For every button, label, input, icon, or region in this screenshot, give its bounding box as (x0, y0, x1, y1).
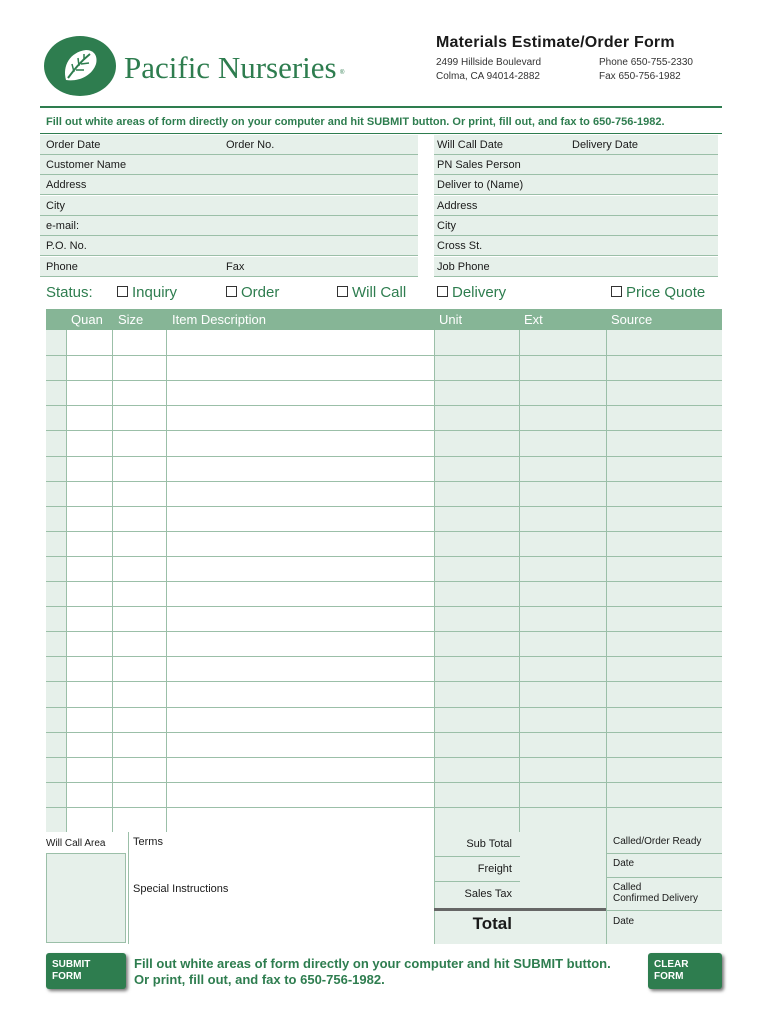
table-header (46, 309, 722, 330)
table-row-line (46, 757, 722, 758)
cross-st-field[interactable] (434, 236, 718, 256)
table-row-line (46, 681, 722, 682)
instructions-top: Fill out white areas of form directly on your computer and hit SUBMIT button. Or print, fill out, and fax to 650-756-1982. (46, 116, 665, 128)
table-row-line (46, 556, 722, 557)
customer-name-field[interactable] (40, 155, 418, 175)
total-label: Total (472, 914, 512, 933)
sub-total-label: Sub Total (466, 838, 512, 850)
table-row-line (46, 481, 722, 482)
city-field[interactable] (40, 196, 418, 216)
checkbox-icon[interactable] (337, 286, 348, 297)
status-order[interactable]: Order (226, 284, 279, 301)
divider (606, 877, 722, 878)
po-no-field[interactable] (40, 236, 418, 256)
column-header-size: Size (118, 312, 144, 327)
date-label: Date (613, 916, 635, 927)
table-row-line (46, 430, 722, 431)
delivery-address-label: Address (437, 200, 478, 212)
divider (434, 881, 520, 882)
table-row-line (46, 355, 722, 356)
will-call-date-label: Will Call Date (437, 139, 504, 151)
instructions-bottom: Fill out white areas of form directly on your computer and hit SUBMIT button. Or print, fill out, and fax to 650-756-1982. (134, 956, 611, 987)
divider (606, 853, 722, 854)
date-label: Date (613, 858, 635, 869)
email-label: e-mail: (46, 220, 80, 232)
form-title: Materials Estimate/Order Form (436, 34, 675, 51)
table-row-line (46, 405, 722, 406)
status-label: Status: (46, 284, 93, 301)
table-row-line (46, 807, 722, 808)
address-label: Address (46, 179, 87, 191)
address-field[interactable] (40, 175, 418, 195)
status-delivery[interactable]: Delivery (437, 284, 506, 301)
phone-number: Phone 650-755-2330 (599, 57, 693, 68)
table-row-line (46, 782, 722, 783)
table-row-line (46, 380, 722, 381)
sales-tax-label: Sales Tax (464, 888, 512, 900)
delivery-address-field[interactable] (434, 196, 718, 216)
will-call-area-label: Will Call Area (46, 838, 106, 849)
called-confirmed-delivery-label: Called Confirmed Delivery (613, 882, 699, 904)
phone-label: Phone (46, 261, 78, 273)
special-instructions-label: Special Instructions (133, 883, 229, 895)
deliver-to-label: Deliver to (Name) (437, 179, 524, 191)
column-header-quan: Quan (71, 312, 103, 327)
delivery-city-label: City (437, 220, 456, 232)
order-date-label: Order Date (46, 139, 101, 151)
po-no-label: P.O. No. (46, 240, 87, 252)
fax-number: Fax 650-756-1982 (599, 71, 681, 82)
fax-label: Fax (226, 261, 245, 273)
table-row-line (46, 707, 722, 708)
will-call-area-box[interactable] (46, 853, 126, 943)
checkbox-icon[interactable] (437, 286, 448, 297)
totals-box (434, 832, 606, 944)
total-divider (434, 908, 606, 911)
deliver-to-field[interactable] (434, 175, 718, 195)
city-label: City (46, 200, 65, 212)
order-date-row[interactable] (40, 135, 418, 155)
delivery-city-field[interactable] (434, 216, 718, 236)
table-row-line (46, 506, 722, 507)
delivery-date-label: Delivery Date (572, 139, 639, 151)
phone-fax-row[interactable] (40, 257, 418, 277)
divider (40, 106, 722, 108)
column-header-source: Source (611, 312, 653, 327)
submit-form-button[interactable]: SUBMIT FORM (46, 953, 126, 989)
divider (606, 910, 722, 911)
status-will-call[interactable]: Will Call (337, 284, 406, 301)
email-field[interactable] (40, 216, 418, 236)
order-no-label: Order No. (226, 139, 275, 151)
column-header-unit: Unit (439, 312, 463, 327)
trademark: ® (340, 70, 345, 76)
job-phone-field[interactable] (434, 257, 718, 277)
brand-name: Pacific Nurseries (124, 50, 337, 85)
checkbox-icon[interactable] (611, 286, 622, 297)
checkbox-icon[interactable] (226, 286, 237, 297)
table-row-line (46, 732, 722, 733)
clear-form-button[interactable]: CLEAR FORM (648, 953, 722, 989)
table-row-line (46, 581, 722, 582)
pn-sales-person-label: PN Sales Person (437, 159, 521, 171)
status-price-quote[interactable]: Price Quote (611, 284, 705, 301)
table-row-line (46, 606, 722, 607)
pn-sales-person-field[interactable] (434, 155, 718, 175)
divider (434, 856, 520, 857)
table-row-line (46, 631, 722, 632)
address-line2: Colma, CA 94014-2882 (436, 71, 540, 82)
cross-st-label: Cross St. (437, 240, 483, 252)
table-row-line (46, 531, 722, 532)
called-order-ready-label: Called/Order Ready (613, 836, 702, 847)
table-row-line (46, 456, 722, 457)
leaf-logo-icon (58, 46, 102, 86)
status-inquiry[interactable]: Inquiry (117, 284, 177, 301)
freight-label: Freight (477, 863, 512, 875)
customer-name-label: Customer Name (46, 159, 127, 171)
divider (40, 133, 722, 134)
address-line1: 2499 Hillside Boulevard (436, 57, 542, 68)
table-row-line (46, 656, 722, 657)
terms-label: Terms (133, 836, 163, 848)
will-call-date-row[interactable] (434, 135, 718, 155)
checkbox-icon[interactable] (117, 286, 128, 297)
column-header-item-description: Item Description (172, 312, 266, 327)
column-header-ext: Ext (524, 312, 543, 327)
job-phone-label: Job Phone (437, 261, 490, 273)
